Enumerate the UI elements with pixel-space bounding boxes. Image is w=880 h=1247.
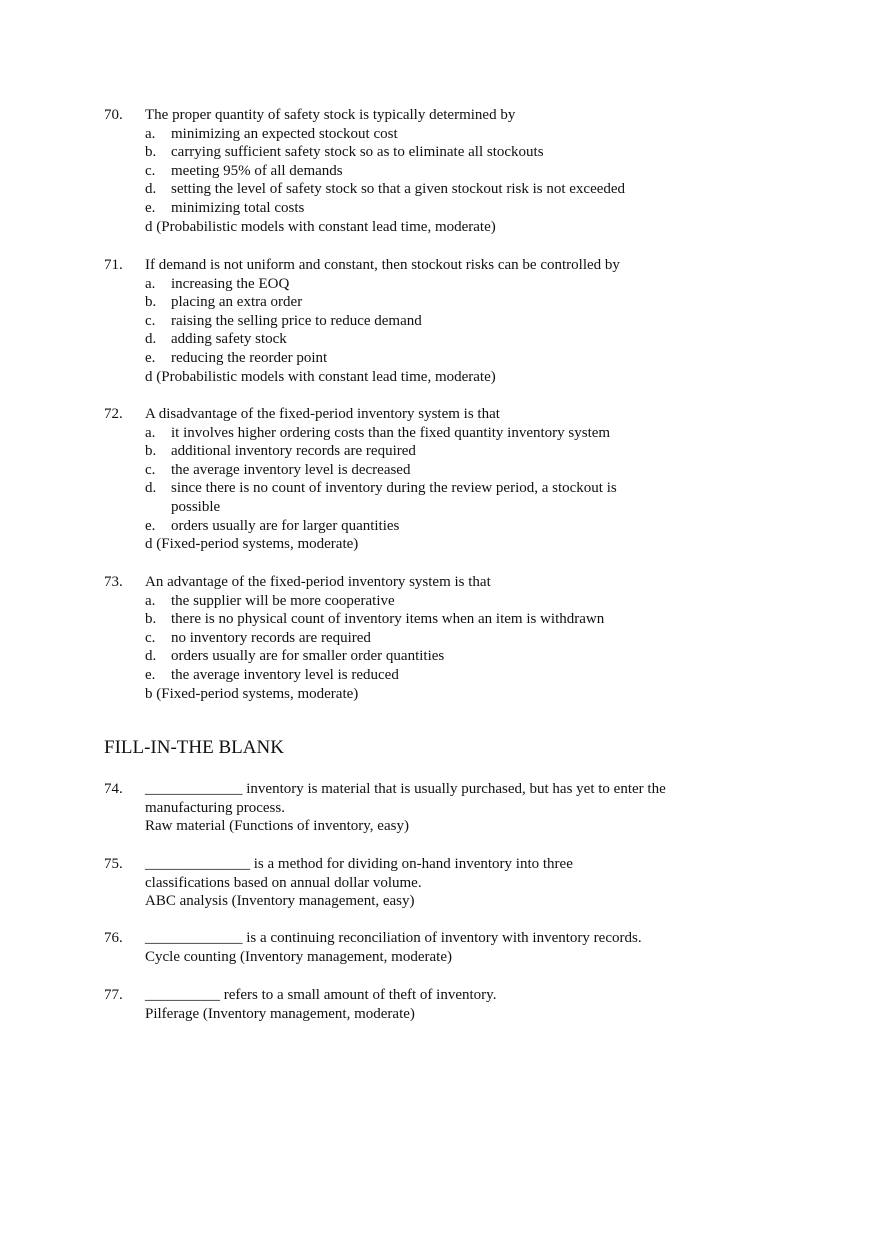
option-text: it involves higher ordering costs than the fixed quantity inventory system — [171, 424, 611, 441]
option-text: since there is no count of inventory during the review period, a stockout is possible — [171, 480, 617, 515]
question-75 — [104, 855, 604, 911]
question-72 — [104, 405, 704, 554]
answer-key: d (Probabilistic models with constant lead time, moderate) — [145, 368, 496, 385]
option-text: carrying sufficient safety stock so as to eliminate all stockouts — [171, 144, 544, 161]
question-stem: __________ refers to a small amount of theft of inventory. — [145, 987, 497, 1003]
option-list — [145, 125, 704, 218]
option-item — [145, 180, 704, 199]
answer-key: b (Fixed-period systems, moderate) — [145, 685, 359, 702]
question-stem: An advantage of the fixed-period inventory system is that — [145, 574, 491, 590]
option-text: raising the selling price to reduce demand — [171, 312, 422, 329]
answer-key: ABC analysis (Inventory management, easy) — [145, 893, 415, 910]
option-item — [145, 330, 704, 349]
option-item — [145, 517, 704, 536]
option-letter: e. — [145, 349, 156, 366]
question-stem: A disadvantage of the fixed-period inventory system is that — [145, 406, 500, 422]
question-stem: If demand is not uniform and constant, then stockout risks can be controlled by — [145, 257, 620, 273]
option-item — [145, 666, 704, 685]
option-text: orders usually are for larger quantities — [171, 517, 400, 534]
option-text: meeting 95% of all demands — [171, 162, 343, 179]
option-text: placing an extra order — [171, 294, 303, 311]
option-item — [145, 312, 704, 331]
option-letter: a. — [145, 424, 156, 441]
option-item — [145, 629, 704, 648]
option-letter: b. — [145, 443, 157, 460]
option-text: there is no physical count of inventory items when an item is withdrawn — [171, 611, 605, 628]
option-text: minimizing total costs — [171, 199, 305, 216]
question-number: 71. — [104, 257, 123, 273]
answer-key: Raw material (Functions of inventory, easy) — [145, 818, 409, 835]
option-text: additional inventory records are required — [171, 443, 416, 460]
option-list — [145, 592, 704, 685]
question-number: 70. — [104, 107, 123, 123]
option-letter: b. — [145, 144, 157, 161]
question-number: 72. — [104, 406, 123, 422]
option-text: the supplier will be more cooperative — [171, 592, 395, 609]
question-74 — [104, 780, 679, 836]
question-number: 73. — [104, 574, 123, 590]
option-letter: b. — [145, 294, 157, 311]
option-text: adding safety stock — [171, 331, 287, 348]
question-stem: _____________ is a continuing reconciliation of inventory with inventory records. — [145, 930, 642, 946]
option-item — [145, 461, 704, 480]
question-70 — [104, 106, 704, 236]
question-stem: The proper quantity of safety stock is typically determined by — [145, 107, 516, 123]
option-item — [145, 424, 704, 443]
option-text: orders usually are for smaller order quantities — [171, 648, 445, 665]
option-item — [145, 162, 704, 181]
question-76 — [104, 929, 704, 966]
option-letter: d. — [145, 331, 157, 348]
question-71 — [104, 256, 704, 386]
option-item — [145, 199, 704, 218]
option-item — [145, 143, 704, 162]
option-text: minimizing an expected stockout cost — [171, 125, 398, 142]
option-item — [145, 125, 704, 144]
option-text: increasing the EOQ — [171, 275, 290, 292]
option-letter: e. — [145, 517, 156, 534]
option-letter: c. — [145, 312, 156, 329]
answer-key: d (Probabilistic models with constant lead time, moderate) — [145, 218, 496, 235]
option-item — [145, 349, 704, 368]
option-item — [145, 479, 704, 516]
option-item — [145, 610, 704, 629]
question-stem: ______________ is a method for dividing on-hand inventory into three classifications based on annual dollar volume. — [145, 856, 573, 891]
option-list — [145, 424, 704, 536]
option-list — [145, 275, 704, 368]
option-text: the average inventory level is decreased — [171, 461, 411, 478]
option-letter: c. — [145, 629, 156, 646]
option-item — [145, 442, 704, 461]
answer-key: Cycle counting (Inventory management, moderate) — [145, 948, 452, 965]
question-77 — [104, 986, 704, 1023]
option-letter: a. — [145, 275, 156, 292]
option-letter: d. — [145, 480, 157, 497]
question-number: 74. — [104, 781, 123, 797]
option-item — [145, 647, 704, 666]
option-letter: d. — [145, 181, 157, 198]
option-letter: c. — [145, 162, 156, 179]
option-letter: a. — [145, 592, 156, 609]
option-letter: e. — [145, 199, 156, 216]
option-text: the average inventory level is reduced — [171, 666, 399, 683]
option-letter: e. — [145, 666, 156, 683]
question-number: 76. — [104, 930, 123, 946]
option-text: setting the level of safety stock so that a given stockout risk is not exceeded — [171, 181, 626, 198]
question-number: 75. — [104, 856, 123, 872]
option-letter: a. — [145, 125, 156, 142]
option-letter: d. — [145, 648, 157, 665]
option-item — [145, 293, 704, 312]
answer-key: Pilferage (Inventory management, moderate) — [145, 1005, 415, 1022]
option-item — [145, 275, 704, 294]
question-number: 77. — [104, 987, 123, 1003]
option-letter: c. — [145, 461, 156, 478]
answer-key: d (Fixed-period systems, moderate) — [145, 536, 359, 553]
question-73 — [104, 573, 704, 703]
option-item — [145, 592, 704, 611]
section-title: FILL-IN-THE BLANK — [104, 737, 284, 758]
option-letter: b. — [145, 611, 157, 628]
option-text: reducing the reorder point — [171, 349, 328, 366]
option-text: no inventory records are required — [171, 629, 371, 646]
question-stem: _____________ inventory is material that is usually purchased, but has yet to enter the manufacturing process. — [145, 781, 666, 816]
